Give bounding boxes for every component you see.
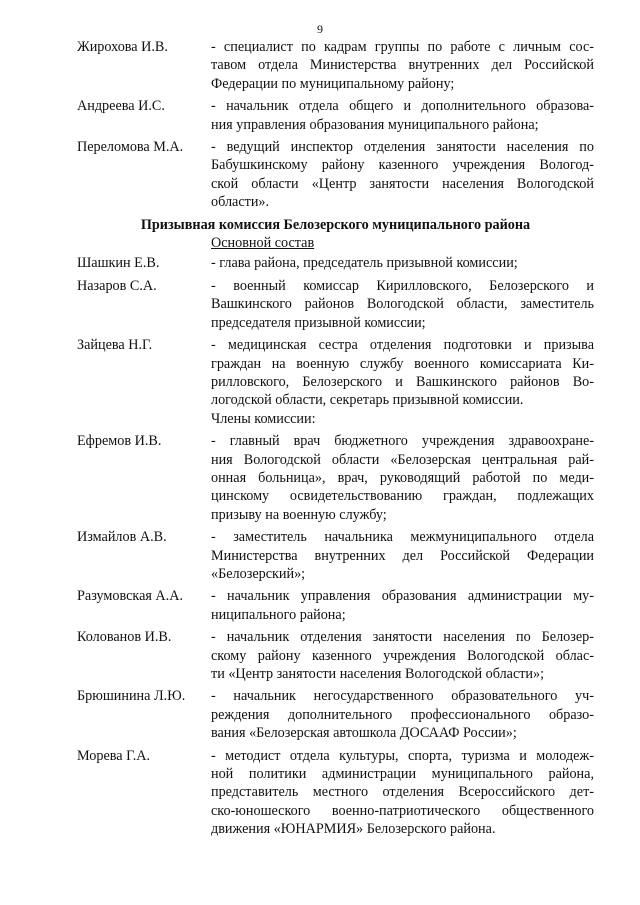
person-name: Зайцева Н.Г. bbox=[77, 337, 153, 354]
person-name: Ефремов И.В. bbox=[77, 433, 162, 450]
position-line: представитель местного отделения Всероссийского дет- bbox=[211, 784, 594, 801]
person-name: Брюшинина Л.Ю. bbox=[77, 688, 186, 705]
person-position bbox=[211, 254, 594, 272]
person-name: Морева Г.А. bbox=[77, 747, 151, 764]
person-position bbox=[211, 432, 594, 524]
position-line: - ведущий инспектор отделения занятости населения по bbox=[211, 139, 594, 156]
person-entry bbox=[77, 277, 594, 332]
position-line: рилловского, Белозерского и Вашкинского районов Во- bbox=[211, 373, 594, 390]
position-line: - начальник негосударственного образовательного уч- bbox=[211, 688, 594, 705]
position-line: председателя призывной комиссии; bbox=[211, 314, 426, 331]
position-line: ниципального района; bbox=[211, 606, 346, 623]
person-name: Андреева И.С. bbox=[77, 98, 165, 115]
position-line: - начальник управления образования администрации му- bbox=[211, 588, 594, 605]
position-line: - методист отдела культуры, спорта, туризма и молодеж- bbox=[211, 747, 594, 764]
person-entry bbox=[77, 432, 594, 524]
section-title: Призывная комиссия Белозерского муниципального района bbox=[140, 216, 531, 233]
page-number: 9 bbox=[317, 22, 323, 36]
position-line: «Белозерский»; bbox=[211, 565, 306, 582]
members-entry-list bbox=[77, 432, 594, 839]
position-line: - главный врач бюджетного учреждения здравоохране- bbox=[211, 433, 594, 450]
person-position bbox=[211, 336, 594, 410]
members-label: Члены комиссии: bbox=[211, 410, 316, 427]
position-line: - заместитель начальника межмуниципального отдела bbox=[211, 529, 594, 546]
position-line: онная больница», врач, руководящий работой по меди- bbox=[211, 469, 594, 486]
position-line: Федерации по муниципальному району; bbox=[211, 75, 455, 92]
person-entry bbox=[77, 628, 594, 683]
person-entry bbox=[77, 97, 594, 134]
position-line: граждан на военную службу военного комиссариата Ки- bbox=[211, 355, 594, 372]
person-position bbox=[211, 628, 594, 683]
person-name: Жирохова И.В. bbox=[77, 39, 168, 55]
person-entry bbox=[77, 336, 594, 410]
person-position bbox=[211, 747, 594, 839]
position-line: Министерства внутренних дел Российской Федерации bbox=[211, 547, 594, 564]
person-position bbox=[211, 587, 594, 624]
person-entry bbox=[77, 138, 594, 212]
position-line: цинскому освидетельствованию граждан, подлежащих bbox=[211, 488, 594, 505]
person-name: Разумовская А.А. bbox=[77, 588, 184, 605]
position-line: ния Вологодской области «Белозерская центральная рай- bbox=[211, 451, 594, 468]
position-line: - военный комиссар Кирилловского, Белозерского и bbox=[211, 277, 594, 294]
position-line: Вашкинского районов Вологодской области, заместитель bbox=[211, 296, 594, 313]
position-line: ской области «Центр занятости населения Вологодской bbox=[211, 175, 594, 192]
document-body bbox=[77, 38, 594, 843]
person-position bbox=[211, 138, 594, 212]
person-entry bbox=[77, 747, 594, 839]
person-entry bbox=[77, 254, 594, 272]
position-line: - медицинская сестра отделения подготовки и призыва bbox=[211, 337, 594, 354]
person-name: Измайлов А.В. bbox=[77, 529, 167, 546]
position-line: призыву на военную службу; bbox=[211, 506, 387, 523]
person-name: Переломова М.А. bbox=[77, 139, 184, 156]
position-line: логодской области, секретарь призывной комиссии. bbox=[211, 392, 524, 409]
position-line: ти «Центр занятости населения Вологодской области»; bbox=[211, 666, 545, 682]
person-entry bbox=[77, 38, 594, 93]
position-line: ско-юношеского военно-патриотического общественного bbox=[211, 802, 594, 819]
person-position bbox=[211, 687, 594, 742]
person-name: Колованов И.В. bbox=[77, 629, 172, 646]
position-line: Бабушкинскому району казенного учреждения Вологод- bbox=[211, 157, 594, 174]
person-name: Назаров С.А. bbox=[77, 277, 157, 294]
position-line: реждения дополнительного профессионального образо- bbox=[211, 706, 594, 723]
main-entry-list bbox=[77, 254, 594, 409]
position-line: тавом отдела Министерства внутренних дел Российской bbox=[211, 57, 594, 74]
position-line: движения «ЮНАРМИЯ» Белозерского района. bbox=[211, 821, 496, 838]
person-position bbox=[211, 97, 594, 134]
person-position bbox=[211, 528, 594, 583]
position-line: ния управления образования муниципального района; bbox=[211, 116, 539, 133]
position-line: вания «Белозерская автошкола ДОСААФ России»; bbox=[211, 725, 517, 742]
position-line: - глава района, председатель призывной комиссии; bbox=[211, 255, 518, 272]
person-entry bbox=[77, 528, 594, 583]
top-entry-list bbox=[77, 38, 594, 212]
person-position bbox=[211, 277, 594, 332]
position-line: - начальник отделения занятости населения по Белозер- bbox=[211, 629, 594, 646]
position-line: - специалист по кадрам группы по работе с личным сос- bbox=[211, 39, 594, 55]
person-name: Шашкин Е.В. bbox=[77, 255, 160, 272]
person-entry bbox=[77, 687, 594, 742]
person-position bbox=[211, 38, 594, 93]
main-composition-label: Основной состав bbox=[211, 235, 315, 252]
person-entry bbox=[77, 587, 594, 624]
position-line: - начальник отдела общего и дополнительного образова- bbox=[211, 98, 594, 115]
position-line: ной политики администрации муниципального района, bbox=[211, 766, 594, 783]
position-line: скому району казенного учреждения Вологодской облас- bbox=[211, 647, 594, 664]
position-line: области». bbox=[211, 194, 270, 211]
